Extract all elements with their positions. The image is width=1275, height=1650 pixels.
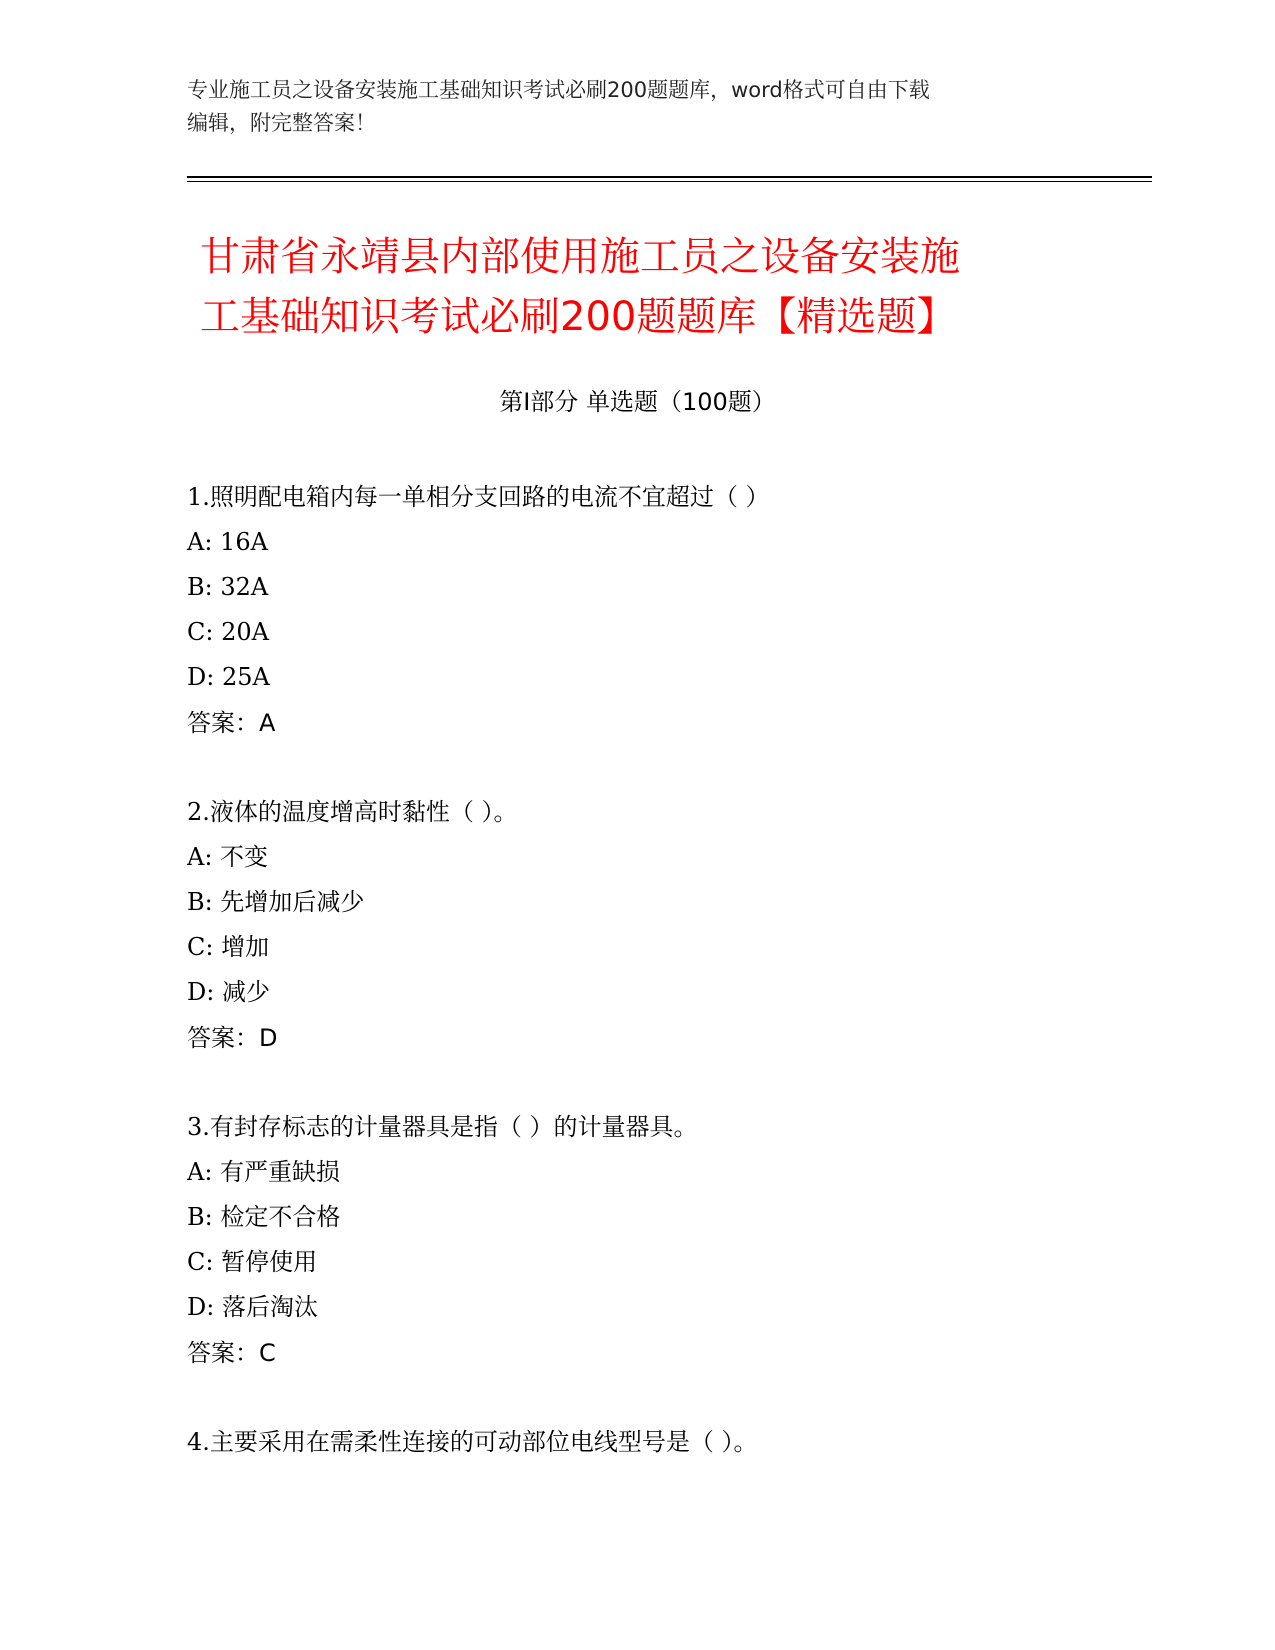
answer: 答案：D: [187, 1024, 278, 1052]
question-4: [187, 1420, 1147, 1465]
question-2: [187, 790, 1147, 1061]
option-a: A: 不变: [187, 843, 269, 871]
question-stem: 3.有封存标志的计量器具是指（ ）的计量器具。: [187, 1113, 698, 1141]
answer: 答案：C: [187, 1339, 276, 1367]
question-stem: 2.液体的温度增高时黏性（ ）。: [187, 798, 518, 826]
question-list: [187, 475, 1147, 1509]
option-a: A: 有严重缺损: [187, 1158, 341, 1186]
answer: 答案：A: [187, 709, 276, 737]
option-c: C: 增加: [187, 933, 270, 961]
option-d: D: 落后淘汰: [187, 1293, 318, 1321]
question-3: [187, 1105, 1147, 1376]
header-line-1: 专业施工员之设备安装施工基础知识考试必刷200题题库，word格式可自由下载: [187, 78, 930, 102]
option-a: A: 16A: [187, 528, 268, 556]
option-b: B: 先增加后减少: [187, 888, 365, 916]
option-c: C: 暂停使用: [187, 1248, 318, 1276]
header-divider-thick: [187, 176, 1152, 178]
question-stem: 4.主要采用在需柔性连接的可动部位电线型号是（ ）。: [187, 1428, 758, 1456]
option-b: B: 32A: [187, 573, 269, 601]
option-b: B: 检定不合格: [187, 1203, 341, 1231]
section-title: 第Ⅰ部分 单选题（100题）: [499, 388, 776, 416]
option-c: C: 20A: [187, 618, 269, 646]
option-d: D: 25A: [187, 663, 270, 691]
page-header: [187, 74, 1087, 140]
document-title-line-1: 甘肃省永靖县内部使用施工员之设备安装施: [200, 234, 960, 280]
header-divider-thin: [187, 181, 1152, 182]
option-d: D: 减少: [187, 978, 270, 1006]
document-title-line-2: 工基础知识考试必刷200题题库【精选题】: [200, 294, 957, 340]
header-line-2: 编辑，附完整答案！: [187, 111, 376, 135]
question-stem: 1.照明配电箱内每一单相分支回路的电流不宜超过（ ）: [187, 483, 770, 511]
question-1: [187, 475, 1147, 746]
document-title: [200, 227, 1140, 347]
